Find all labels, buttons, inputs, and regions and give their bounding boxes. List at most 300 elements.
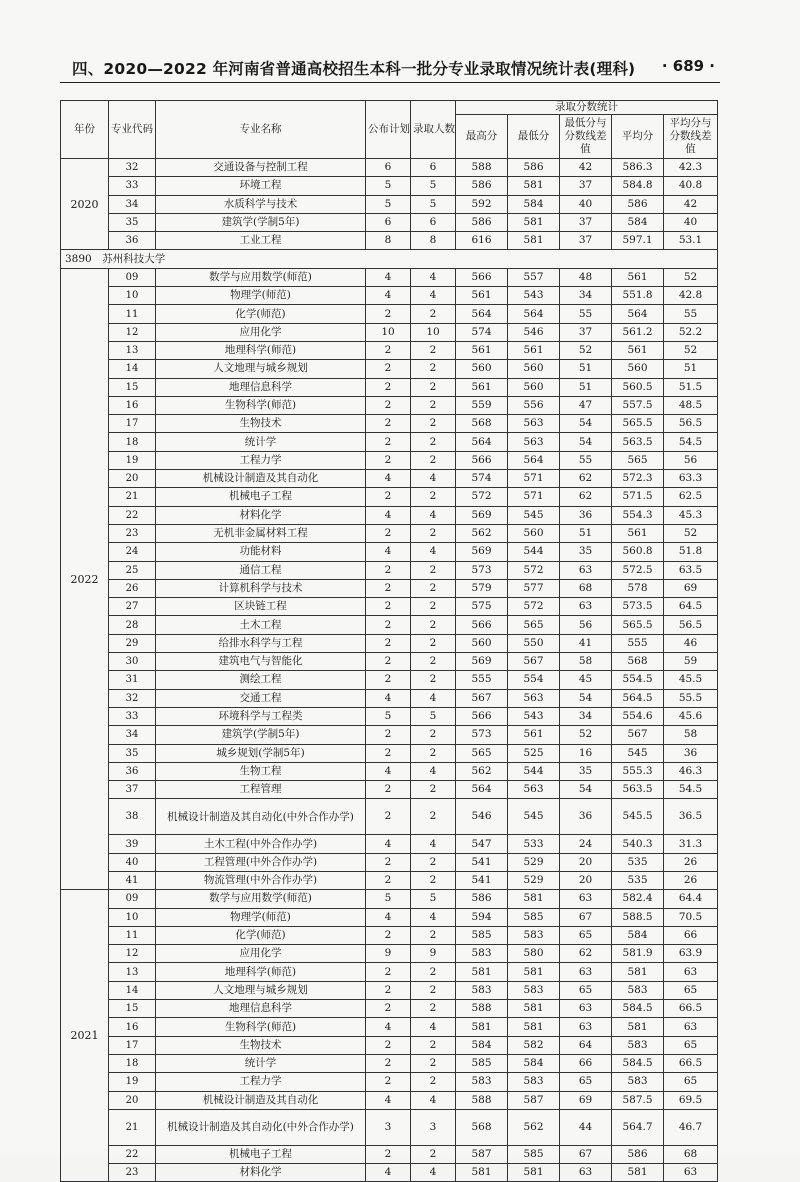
cell-min: 580 <box>508 945 560 963</box>
cell-plan: 4 <box>366 268 411 286</box>
page-header <box>60 57 715 85</box>
header-year: 年份 <box>61 101 109 159</box>
cell-name: 统计学 <box>156 433 366 451</box>
cell-max: 561 <box>456 378 508 396</box>
cell-plan: 4 <box>366 835 411 853</box>
cell-name: 生物科学(师范) <box>156 396 366 414</box>
cell-avg: 578 <box>612 579 664 597</box>
cell-avg-diff: 65 <box>664 1036 718 1054</box>
cell-admitted: 5 <box>411 177 456 195</box>
table-row <box>61 799 718 835</box>
table-row <box>61 1073 718 1091</box>
cell-min: 561 <box>508 341 560 359</box>
table-row <box>61 415 718 433</box>
cell-avg-diff: 64.5 <box>664 598 718 616</box>
cell-min: 560 <box>508 524 560 542</box>
cell-admitted: 2 <box>411 451 456 469</box>
cell-plan: 2 <box>366 579 411 597</box>
cell-min-diff: 55 <box>560 305 612 323</box>
cell-code: 16 <box>109 1018 156 1036</box>
cell-code: 41 <box>109 871 156 889</box>
cell-min-diff: 47 <box>560 396 612 414</box>
cell-avg-diff: 45.5 <box>664 671 718 689</box>
cell-min-diff: 36 <box>560 799 612 835</box>
cell-min: 563 <box>508 781 560 799</box>
cell-max: 566 <box>456 616 508 634</box>
cell-avg-diff: 63.5 <box>664 561 718 579</box>
cell-name: 人文地理与城乡规划 <box>156 981 366 999</box>
cell-name: 生物科学(师范) <box>156 1018 366 1036</box>
cell-min-diff: 54 <box>560 781 612 799</box>
cell-admitted: 2 <box>411 396 456 414</box>
cell-min-diff: 62 <box>560 488 612 506</box>
cell-plan: 4 <box>366 908 411 926</box>
cell-max: 566 <box>456 268 508 286</box>
cell-code: 34 <box>109 195 156 213</box>
cell-max: 574 <box>456 470 508 488</box>
cell-avg: 555.3 <box>612 762 664 780</box>
cell-max: 581 <box>456 1018 508 1036</box>
cell-max: 587 <box>456 1145 508 1163</box>
cell-admitted: 2 <box>411 634 456 652</box>
cell-max: 561 <box>456 341 508 359</box>
cell-admitted: 2 <box>411 378 456 396</box>
table-row <box>61 341 718 359</box>
table-row <box>61 305 718 323</box>
admission-stats-table <box>60 100 718 1182</box>
cell-name: 机械设计制造及其自动化(中外合作办学) <box>156 799 366 835</box>
cell-name: 区块链工程 <box>156 598 366 616</box>
cell-code: 39 <box>109 835 156 853</box>
cell-min: 571 <box>508 488 560 506</box>
cell-max: 579 <box>456 579 508 597</box>
cell-avg: 572.5 <box>612 561 664 579</box>
cell-name: 物流管理(中外合作办学) <box>156 871 366 889</box>
cell-avg-diff: 26 <box>664 871 718 889</box>
cell-admitted: 2 <box>411 981 456 999</box>
cell-max: 594 <box>456 908 508 926</box>
cell-avg-diff: 42.8 <box>664 287 718 305</box>
cell-admitted: 9 <box>411 945 456 963</box>
header-code-label: 专业代码 <box>111 123 153 135</box>
cell-name: 应用化学 <box>156 323 366 341</box>
cell-avg-diff: 48.5 <box>664 396 718 414</box>
cell-plan: 2 <box>366 1036 411 1054</box>
cell-avg: 554.5 <box>612 671 664 689</box>
cell-name: 机械电子工程 <box>156 488 366 506</box>
cell-min-diff: 54 <box>560 689 612 707</box>
cell-min: 554 <box>508 671 560 689</box>
table-row <box>61 1018 718 1036</box>
cell-avg: 565 <box>612 451 664 469</box>
cell-avg-diff: 52 <box>664 341 718 359</box>
cell-code: 36 <box>109 232 156 250</box>
cell-admitted: 2 <box>411 1000 456 1018</box>
cell-avg: 560.8 <box>612 543 664 561</box>
cell-min: 567 <box>508 653 560 671</box>
cell-max: 561 <box>456 287 508 305</box>
cell-code: 22 <box>109 506 156 524</box>
cell-avg-diff: 51 <box>664 360 718 378</box>
cell-code: 30 <box>109 653 156 671</box>
cell-avg: 581 <box>612 1164 664 1182</box>
cell-avg-diff: 52 <box>664 268 718 286</box>
cell-min-diff: 63 <box>560 1018 612 1036</box>
cell-plan: 2 <box>366 926 411 944</box>
cell-avg-diff: 63 <box>664 1164 718 1182</box>
cell-min-diff: 58 <box>560 653 612 671</box>
cell-avg: 567 <box>612 726 664 744</box>
cell-min: 564 <box>508 451 560 469</box>
cell-min: 572 <box>508 561 560 579</box>
cell-min-diff: 55 <box>560 451 612 469</box>
cell-admitted: 4 <box>411 543 456 561</box>
cell-code: 19 <box>109 1073 156 1091</box>
cell-admitted: 2 <box>411 341 456 359</box>
cell-max: 566 <box>456 451 508 469</box>
cell-name: 机械设计制造及其自动化(中外合作办学) <box>156 1109 366 1145</box>
cell-plan: 4 <box>366 689 411 707</box>
table-row <box>61 963 718 981</box>
cell-name: 机械电子工程 <box>156 1145 366 1163</box>
cell-admitted: 8 <box>411 232 456 250</box>
cell-name: 生物技术 <box>156 1036 366 1054</box>
cell-code: 10 <box>109 287 156 305</box>
cell-code: 26 <box>109 579 156 597</box>
cell-min: 586 <box>508 159 560 177</box>
cell-code: 23 <box>109 524 156 542</box>
cell-avg-diff: 63 <box>664 1018 718 1036</box>
table-row <box>61 268 718 286</box>
cell-min-diff: 65 <box>560 981 612 999</box>
cell-avg-diff: 36 <box>664 744 718 762</box>
cell-avg: 571.5 <box>612 488 664 506</box>
cell-admitted: 2 <box>411 1073 456 1091</box>
table-row <box>61 926 718 944</box>
cell-max: 541 <box>456 853 508 871</box>
cell-plan: 2 <box>366 871 411 889</box>
table-row <box>61 579 718 597</box>
cell-admitted: 2 <box>411 524 456 542</box>
cell-name: 建筑学(学制5年) <box>156 726 366 744</box>
cell-min: 587 <box>508 1091 560 1109</box>
cell-name: 工程管理(中外合作办学) <box>156 853 366 871</box>
table-row <box>61 1036 718 1054</box>
cell-name: 工业工程 <box>156 232 366 250</box>
cell-admitted: 3 <box>411 1109 456 1145</box>
cell-min-diff: 37 <box>560 323 612 341</box>
cell-admitted: 2 <box>411 1036 456 1054</box>
table-row <box>61 707 718 725</box>
cell-max: 584 <box>456 1036 508 1054</box>
header-admitted: 录取人数 <box>411 101 456 159</box>
cell-code: 32 <box>109 159 156 177</box>
cell-max: 569 <box>456 653 508 671</box>
cell-avg-diff: 56 <box>664 451 718 469</box>
cell-avg: 584 <box>612 926 664 944</box>
cell-name: 材料化学 <box>156 506 366 524</box>
cell-min-diff: 65 <box>560 1073 612 1091</box>
cell-name: 土木工程 <box>156 616 366 634</box>
cell-name: 环境工程 <box>156 177 366 195</box>
cell-code: 20 <box>109 1091 156 1109</box>
cell-code: 25 <box>109 561 156 579</box>
cell-admitted: 4 <box>411 506 456 524</box>
table-row <box>61 598 718 616</box>
cell-min-diff: 48 <box>560 268 612 286</box>
cell-name: 化学(师范) <box>156 305 366 323</box>
cell-max: 569 <box>456 506 508 524</box>
cell-min-diff: 63 <box>560 963 612 981</box>
cell-min-diff: 34 <box>560 287 612 305</box>
cell-admitted: 2 <box>411 963 456 981</box>
cell-plan: 2 <box>366 524 411 542</box>
cell-min: 529 <box>508 853 560 871</box>
table-body-2020 <box>61 159 718 250</box>
cell-name: 水质科学与技术 <box>156 195 366 213</box>
table-row <box>61 1109 718 1145</box>
cell-admitted: 4 <box>411 1164 456 1182</box>
cell-name: 测绘工程 <box>156 671 366 689</box>
cell-min-diff: 64 <box>560 1036 612 1054</box>
cell-avg-diff: 31.3 <box>664 835 718 853</box>
cell-plan: 2 <box>366 634 411 652</box>
cell-admitted: 4 <box>411 908 456 926</box>
header-min-diff: 最低分与分数线差值 <box>560 115 612 159</box>
cell-avg-diff: 26 <box>664 853 718 871</box>
table-row <box>61 433 718 451</box>
cell-name: 地理科学(师范) <box>156 341 366 359</box>
cell-plan: 2 <box>366 1073 411 1091</box>
cell-max: 546 <box>456 799 508 835</box>
cell-avg-diff: 55 <box>664 305 718 323</box>
cell-avg-diff: 42 <box>664 195 718 213</box>
cell-plan: 2 <box>366 853 411 871</box>
cell-max: 586 <box>456 213 508 231</box>
cell-avg-diff: 52.2 <box>664 323 718 341</box>
cell-avg-diff: 46 <box>664 634 718 652</box>
header-min: 最低分 <box>508 115 560 159</box>
table-row <box>61 1164 718 1182</box>
cell-plan: 10 <box>366 323 411 341</box>
table-row <box>61 470 718 488</box>
cell-min-diff: 20 <box>560 871 612 889</box>
cell-avg-diff: 51.5 <box>664 378 718 396</box>
cell-plan: 2 <box>366 433 411 451</box>
cell-max: 564 <box>456 781 508 799</box>
cell-plan: 4 <box>366 287 411 305</box>
cell-plan: 5 <box>366 890 411 908</box>
cell-code: 14 <box>109 981 156 999</box>
cell-code: 35 <box>109 213 156 231</box>
cell-code: 28 <box>109 616 156 634</box>
cell-plan: 2 <box>366 341 411 359</box>
cell-avg: 581 <box>612 963 664 981</box>
cell-admitted: 4 <box>411 835 456 853</box>
cell-name: 统计学 <box>156 1054 366 1072</box>
cell-min-diff: 66 <box>560 1054 612 1072</box>
cell-min: 581 <box>508 177 560 195</box>
cell-code: 09 <box>109 890 156 908</box>
cell-plan: 2 <box>366 671 411 689</box>
cell-name: 工程管理 <box>156 781 366 799</box>
cell-avg: 581.9 <box>612 945 664 963</box>
year-cell: 2020 <box>61 159 109 250</box>
cell-min: 562 <box>508 1109 560 1145</box>
cell-admitted: 2 <box>411 744 456 762</box>
cell-plan: 2 <box>366 561 411 579</box>
cell-min-diff: 35 <box>560 762 612 780</box>
cell-name: 机械设计制造及其自动化 <box>156 1091 366 1109</box>
cell-name: 数学与应用数学(师范) <box>156 890 366 908</box>
table-row <box>61 1145 718 1163</box>
cell-min-diff: 54 <box>560 415 612 433</box>
cell-avg: 573.5 <box>612 598 664 616</box>
cell-plan: 5 <box>366 177 411 195</box>
cell-admitted: 2 <box>411 653 456 671</box>
cell-name: 材料化学 <box>156 1164 366 1182</box>
table-row <box>61 1054 718 1072</box>
cell-min: 585 <box>508 1145 560 1163</box>
cell-plan: 4 <box>366 1018 411 1036</box>
cell-min: 571 <box>508 470 560 488</box>
cell-min: 557 <box>508 268 560 286</box>
cell-avg: 586.3 <box>612 159 664 177</box>
cell-min: 584 <box>508 1054 560 1072</box>
cell-max: 566 <box>456 707 508 725</box>
table-row <box>61 762 718 780</box>
university-header <box>61 250 718 268</box>
cell-avg-diff: 54.5 <box>664 433 718 451</box>
table-row <box>61 195 718 213</box>
cell-max: 562 <box>456 524 508 542</box>
table-row <box>61 871 718 889</box>
cell-avg: 588.5 <box>612 908 664 926</box>
cell-min: 546 <box>508 323 560 341</box>
cell-avg-diff: 52 <box>664 524 718 542</box>
cell-min-diff: 63 <box>560 890 612 908</box>
cell-min-diff: 41 <box>560 634 612 652</box>
cell-min: 581 <box>508 232 560 250</box>
cell-plan: 2 <box>366 981 411 999</box>
cell-code: 15 <box>109 378 156 396</box>
cell-avg-diff: 69 <box>664 579 718 597</box>
cell-plan: 2 <box>366 305 411 323</box>
cell-avg-diff: 66 <box>664 926 718 944</box>
cell-min-diff: 37 <box>560 213 612 231</box>
cell-admitted: 4 <box>411 1091 456 1109</box>
cell-code: 21 <box>109 488 156 506</box>
table-row <box>61 524 718 542</box>
cell-plan: 3 <box>366 1109 411 1145</box>
cell-code: 40 <box>109 853 156 871</box>
cell-plan: 2 <box>366 744 411 762</box>
cell-max: 569 <box>456 543 508 561</box>
cell-min-diff: 37 <box>560 177 612 195</box>
cell-avg: 554.6 <box>612 707 664 725</box>
cell-admitted: 2 <box>411 415 456 433</box>
cell-min: 529 <box>508 871 560 889</box>
cell-avg: 557.5 <box>612 396 664 414</box>
table-row <box>61 689 718 707</box>
cell-code: 13 <box>109 963 156 981</box>
cell-code: 22 <box>109 1145 156 1163</box>
cell-min-diff: 24 <box>560 835 612 853</box>
table-row <box>61 396 718 414</box>
cell-min: 544 <box>508 762 560 780</box>
table-row <box>61 890 718 908</box>
cell-max: 565 <box>456 744 508 762</box>
cell-min-diff: 68 <box>560 579 612 597</box>
cell-name: 人文地理与城乡规划 <box>156 360 366 378</box>
cell-max: 541 <box>456 871 508 889</box>
cell-avg-diff: 63.3 <box>664 470 718 488</box>
cell-max: 583 <box>456 1073 508 1091</box>
table-row <box>61 853 718 871</box>
cell-code: 13 <box>109 341 156 359</box>
cell-min: 560 <box>508 360 560 378</box>
cell-avg: 563.5 <box>612 433 664 451</box>
cell-max: 574 <box>456 323 508 341</box>
cell-min: 584 <box>508 195 560 213</box>
cell-plan: 2 <box>366 598 411 616</box>
cell-code: 20 <box>109 470 156 488</box>
cell-admitted: 4 <box>411 470 456 488</box>
cell-avg: 560.5 <box>612 378 664 396</box>
cell-plan: 9 <box>366 945 411 963</box>
cell-avg: 581 <box>612 1018 664 1036</box>
cell-code: 15 <box>109 1000 156 1018</box>
cell-admitted: 2 <box>411 598 456 616</box>
cell-avg-diff: 55.5 <box>664 689 718 707</box>
cell-min: 556 <box>508 396 560 414</box>
cell-name: 交通设备与控制工程 <box>156 159 366 177</box>
cell-min: 583 <box>508 1073 560 1091</box>
cell-max: 588 <box>456 159 508 177</box>
cell-avg-diff: 69.5 <box>664 1091 718 1109</box>
cell-code: 12 <box>109 945 156 963</box>
cell-max: 575 <box>456 598 508 616</box>
cell-max: 588 <box>456 1000 508 1018</box>
cell-min-diff: 63 <box>560 598 612 616</box>
cell-name: 地理信息科学 <box>156 1000 366 1018</box>
cell-min-diff: 54 <box>560 433 612 451</box>
cell-name: 计算机科学与技术 <box>156 579 366 597</box>
cell-min-diff: 63 <box>560 1000 612 1018</box>
cell-plan: 2 <box>366 1054 411 1072</box>
cell-min-diff: 51 <box>560 378 612 396</box>
cell-min-diff: 51 <box>560 524 612 542</box>
cell-min: 525 <box>508 744 560 762</box>
cell-avg: 584.8 <box>612 177 664 195</box>
cell-name: 交通工程 <box>156 689 366 707</box>
cell-avg: 561 <box>612 268 664 286</box>
table-row <box>61 835 718 853</box>
cell-name: 通信工程 <box>156 561 366 579</box>
cell-min: 581 <box>508 890 560 908</box>
cell-name: 地理信息科学 <box>156 378 366 396</box>
cell-avg: 563.5 <box>612 781 664 799</box>
cell-max: 562 <box>456 762 508 780</box>
cell-avg-diff: 65 <box>664 1073 718 1091</box>
table-row <box>61 653 718 671</box>
cell-avg: 586 <box>612 1145 664 1163</box>
page-number: · 689 · <box>661 57 715 75</box>
cell-code: 29 <box>109 634 156 652</box>
cell-admitted: 2 <box>411 433 456 451</box>
cell-min: 581 <box>508 1164 560 1182</box>
cell-avg-diff: 54.5 <box>664 781 718 799</box>
